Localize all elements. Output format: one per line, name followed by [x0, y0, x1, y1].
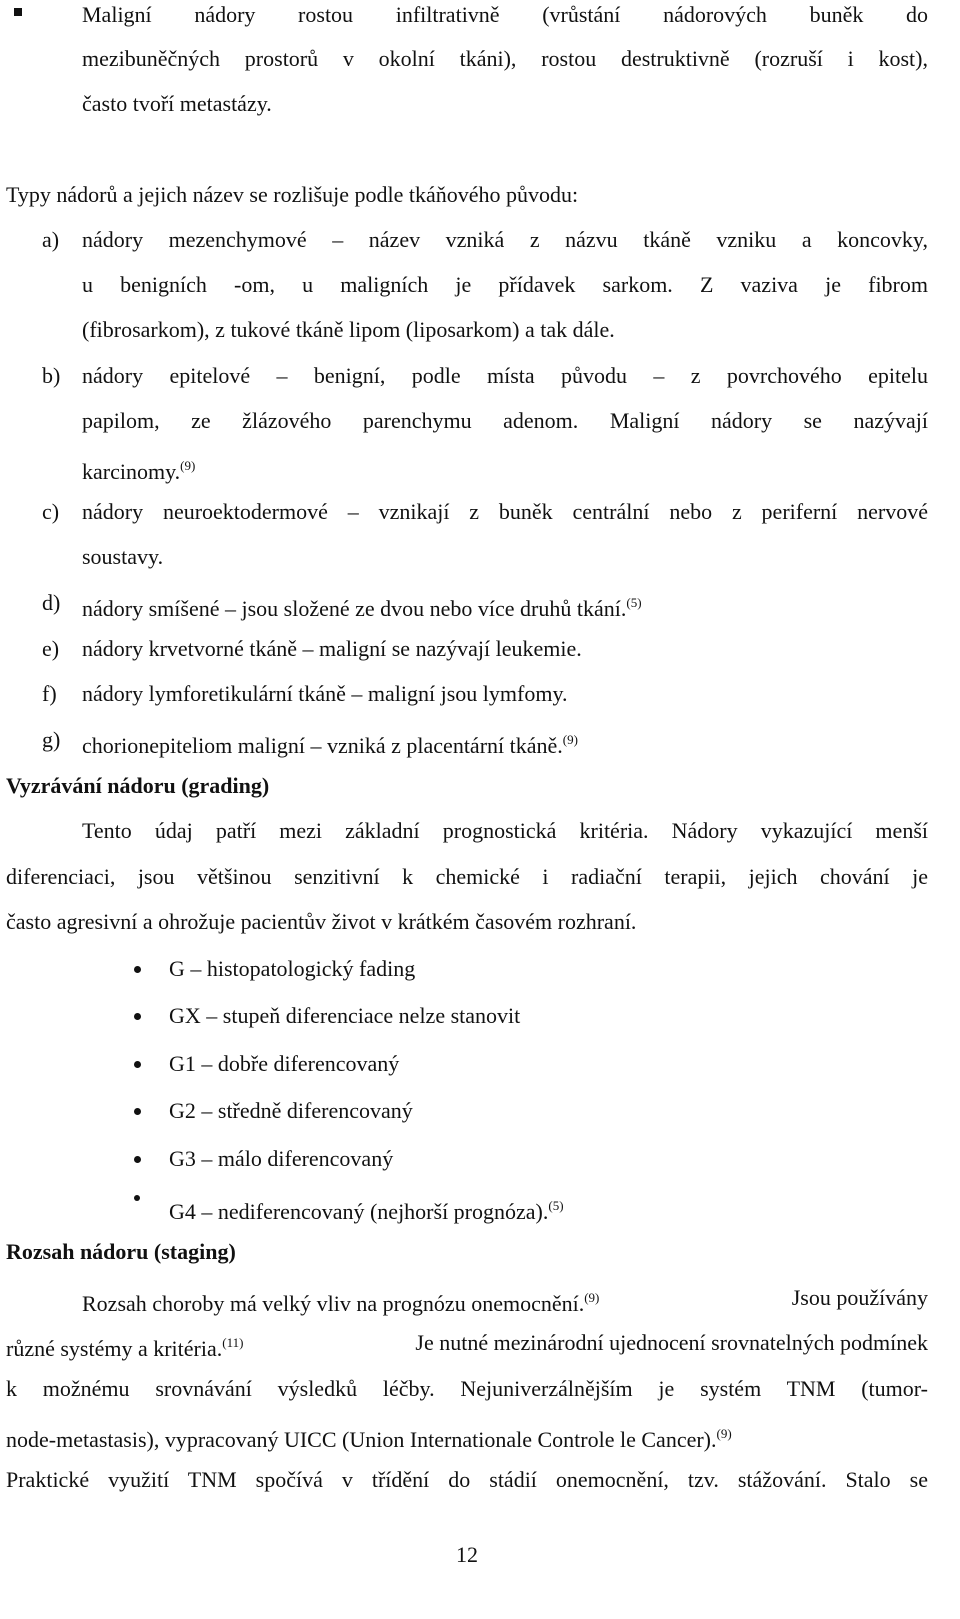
- paragraph-line: často tvoří metastázy.: [82, 91, 272, 116]
- list-marker: c): [42, 499, 60, 524]
- list-item-line: nádory mezenchymové – název vzniká z názvu tkáně vzniku a koncovky,: [82, 227, 928, 252]
- paragraph-line: často agresivní a ohrožuje pacientův život v krátkém časovém rozhraní.: [6, 909, 637, 934]
- citation: (9): [584, 1290, 600, 1305]
- paragraph-line: diferenciaci, jsou většinou senzitivní k chemické i radiační terapii, jejich chování je: [6, 864, 928, 889]
- paragraph-line: node-metastasis), vypracovaný UICC (Union Internationale Controle le Cancer).$^{(9)}$: [6, 1426, 732, 1452]
- paragraph-line: Maligní nádory rostou infiltrativně (vrůstání nádorových buněk do: [82, 2, 928, 27]
- bullet-icon: [134, 1156, 141, 1163]
- list-item-line: nádory lymforetikulární tkáně – maligní jsou lymfomy.: [82, 681, 568, 706]
- paragraph-line: mezibuněčných prostorů v okolní tkáni), rostou destruktivně (rozruší i kost),: [82, 46, 928, 71]
- paragraph-line: Tento údaj patří mezi základní prognostická kritéria. Nádory vykazující menší: [82, 818, 928, 843]
- page-number: 12: [456, 1542, 478, 1567]
- grading-item: G1 – dobře diferencovaný: [169, 1051, 400, 1076]
- citation: (11): [222, 1335, 244, 1350]
- list-marker: f): [42, 681, 57, 706]
- list-item-line: nádory neuroektodermové – vznikají z buněk centrální nebo z periferní nervové: [82, 499, 928, 524]
- list-item-line: soustavy.: [82, 544, 164, 569]
- section-heading-grading: Vyzrávání nádoru (grading): [6, 773, 270, 798]
- square-bullet-icon: [14, 8, 22, 16]
- grading-item: GX – stupeň diferenciace nelze stanovit: [169, 1003, 521, 1028]
- list-marker: d): [42, 590, 61, 615]
- list-marker: b): [42, 363, 61, 388]
- list-marker: g): [42, 727, 61, 752]
- list-item-line: papilom, ze žlázového parenchymu adenom. Maligní nádory se nazývají: [82, 408, 928, 433]
- section-heading-staging: Rozsah nádoru (staging): [6, 1239, 236, 1264]
- grading-item: G3 – málo diferencovaný: [169, 1146, 394, 1171]
- list-item-line: nádory epitelové – benigní, podle místa původu – z povrchového epitelu: [82, 363, 928, 388]
- paragraph-line: Rozsah choroby má velký vliv na prognózu onemocnění.$^{(9)}$ Jsou používány: [82, 1285, 928, 1316]
- paragraph-line: Praktické využití TNM spočívá v třídění do stádií onemocnění, tzv. stážování. Stalo se: [6, 1467, 928, 1492]
- grading-item: G – histopatologický fading: [169, 956, 416, 981]
- list-item-line: karcinomy.$^{(9)}$: [82, 458, 196, 484]
- bullet-icon: [134, 1108, 141, 1115]
- citation: (5): [548, 1198, 564, 1213]
- paragraph-line: různé systémy a kritéria.$^{(11)}$ Je nutné mezinárodní ujednocení srovnatelných podmínek: [6, 1330, 928, 1361]
- list-item-line: chorionepiteliom maligní – vzniká z placentární tkáně.$^{(9)}$: [82, 732, 578, 758]
- list-marker: a): [42, 227, 60, 252]
- types-intro: Typy nádorů a jejich název se rozlišuje podle tkáňového původu:: [6, 182, 579, 207]
- paragraph-line: k možnému srovnávání výsledků léčby. Nejuniverzálnějším je systém TNM (tumor-: [6, 1376, 928, 1401]
- citation: (9): [716, 1426, 732, 1441]
- bullet-icon: [134, 1013, 141, 1020]
- citation: (9): [562, 732, 578, 747]
- bullet-icon: [134, 1061, 141, 1068]
- grading-item: G2 – středně diferencovaný: [169, 1098, 413, 1123]
- list-item-line: u benigních -om, u maligních je přídavek sarkom. Z vaziva je fibrom: [82, 272, 928, 297]
- bullet-icon: [134, 966, 141, 973]
- list-item-line: nádory smíšené – jsou složené ze dvou nebo více druhů tkání.$^{(5)}$: [82, 595, 642, 621]
- list-marker: e): [42, 636, 60, 661]
- citation: (9): [180, 458, 196, 473]
- citation: (5): [626, 595, 642, 610]
- grading-item: G4 – nediferencovaný (nejhorší prognóza).$^{(5)}$: [169, 1198, 564, 1224]
- list-item-line: nádory krvetvorné tkáně – maligní se nazývají leukemie.: [82, 636, 582, 661]
- list-item-line: (fibrosarkom), z tukové tkáně lipom (liposarkom) a tak dále.: [82, 317, 615, 342]
- bullet-icon: [134, 1195, 140, 1201]
